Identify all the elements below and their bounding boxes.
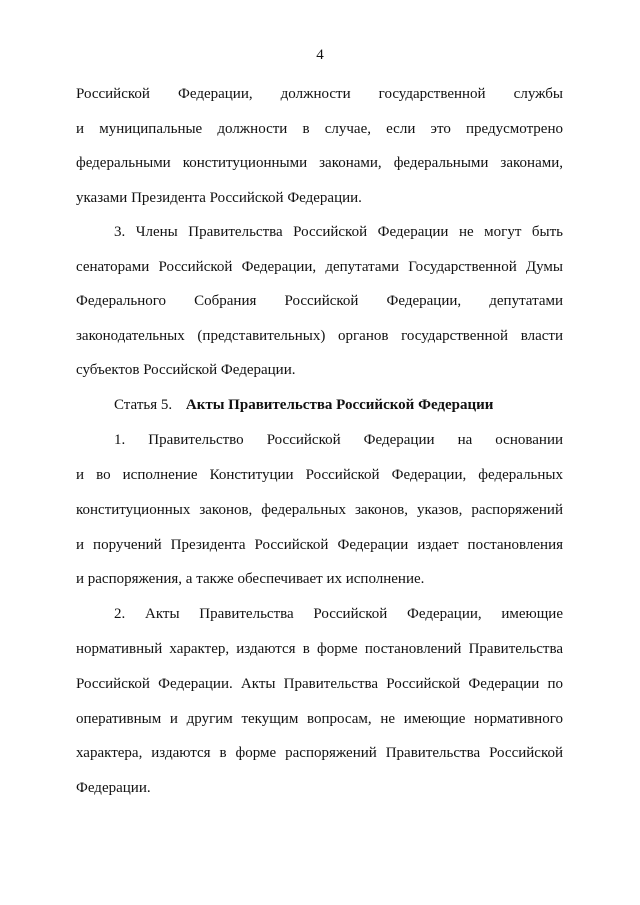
paragraph-line: оперативным и другим текущим вопросам, не имеющие нормативного — [76, 711, 563, 727]
paragraph-line: Российской Федерации, должности государственной службы — [76, 86, 563, 102]
paragraph-line: характера, издаются в форме распоряжений Правительства Российской — [76, 745, 563, 761]
paragraph-line: Федерального Собрания Российской Федерации, депутатами — [76, 293, 563, 309]
paragraph-line: Федерации. — [76, 780, 151, 796]
paragraph-line: и муниципальные должности в случае, если это предусмотрено — [76, 121, 563, 137]
paragraph-line: федеральными конституционными законами, федеральными законами, — [76, 155, 563, 171]
paragraph-line: законодательных (представительных) органов государственной власти — [76, 328, 563, 344]
article-heading — [114, 395, 493, 415]
paragraph-line: субъектов Российской Федерации. — [76, 362, 296, 378]
paragraph-line: и во исполнение Конституции Российской Федерации, федеральных — [76, 467, 563, 483]
paragraph-line: конституционных законов, федеральных законов, указов, распоряжений — [76, 502, 563, 518]
paragraph-line: нормативный характер, издаются в форме постановлений Правительства — [76, 641, 563, 657]
article-title: Акты Правительства Российской Федерации — [185, 397, 494, 413]
paragraph-line: указами Президента Российской Федерации. — [76, 190, 362, 206]
paragraph-line: сенаторами Российской Федерации, депутатами Государственной Думы — [76, 259, 563, 275]
paragraph-line: и распоряжения, а также обеспечивает их исполнение. — [76, 571, 425, 587]
article-number: Статья 5. — [114, 397, 173, 413]
paragraph-line: 1. Правительство Российской Федерации на основании — [114, 432, 563, 448]
page-number: 4 — [316, 47, 324, 63]
paragraph-line: Российской Федерации. Акты Правительства Российской Федерации по — [76, 676, 563, 692]
paragraph-line: 2. Акты Правительства Российской Федерации, имеющие — [114, 606, 563, 622]
paragraph-line: 3. Члены Правительства Российской Федерации не могут быть — [114, 224, 563, 240]
paragraph-line: и поручений Президента Российской Федерации издает постановления — [76, 537, 563, 553]
